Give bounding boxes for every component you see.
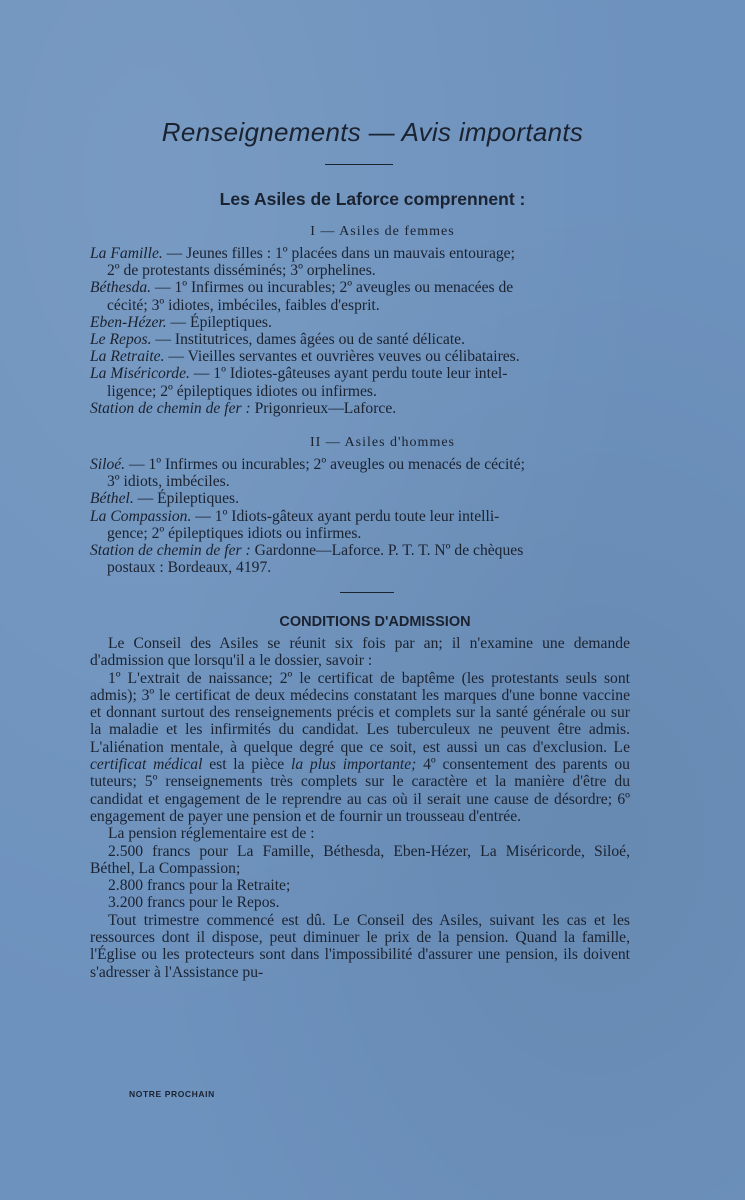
entry-line — [90, 245, 630, 262]
entry-line — [90, 331, 630, 348]
paragraph-text: 4º consentement des parents ou tuteurs; 5º renseignements très complets sur le caractère et la manière d'être du candidat et engagement de le reprendre au cas où il serait une cause de désordre; 6º engagement de payer une pension et de fournir un trousseau d'entrée. — [90, 756, 630, 825]
entry-line — [90, 508, 630, 525]
page-title: Renseignements — Avis importants — [161, 117, 584, 147]
entry-line — [90, 314, 630, 331]
conditions-paragraph — [90, 912, 630, 981]
entry-line — [90, 348, 630, 365]
paragraph-text: 3.200 francs pour le Repos. — [108, 894, 280, 912]
entry-line — [90, 473, 630, 490]
section-heading-women: I — Asiles de femmes — [310, 224, 455, 239]
entry-text: — Épileptiques. — [166, 313, 272, 331]
entry-text: — Jeunes filles : 1º placées dans un mauvais entourage; — [162, 245, 515, 262]
paragraph-text: Tout trimestre commencé est dû. Le Conseil des Asiles, suivant les cas et les ressources dont il dispose, peut diminuer le prix de la pension. Quand la famille, l'Église ou les protecteurs sont dans l'impossibilité d'assurer une pension, ils doivent s'adresser à l'Assistance pu- — [90, 911, 630, 981]
entry-text: Gardonne—Laforce. P. T. T. Nº de chèques — [250, 542, 524, 560]
entry-text: — 1º Idiots-gâteux ayant perdu toute leur intelli- — [191, 507, 500, 525]
paragraph-text: La pension réglementaire est de : — [108, 825, 315, 843]
conditions-paragraph — [90, 670, 630, 826]
entry-line — [90, 297, 630, 314]
paragraph-text: Le Conseil des Asiles se réunit six fois par an; il n'examine une demande d'admission que lorsqu'il a le dossier, savoir : — [90, 635, 630, 670]
entry-text: — 1º Infirmes ou incurables; 2º aveugles ou menacées de — [151, 279, 514, 297]
section-divider — [340, 592, 394, 593]
entry-text: — Épileptiques. — [133, 490, 239, 508]
section-women-list — [90, 245, 630, 417]
footer-mark: NOTRE PROCHAIN — [129, 1089, 215, 1099]
entry-line — [90, 559, 630, 576]
conditions-body — [90, 635, 630, 981]
entry-text: — Institutrices, dames âgées ou de santé délicate. — [151, 331, 465, 349]
section-heading-men: II — Asiles d'hommes — [309, 435, 455, 450]
entry-line — [90, 542, 630, 559]
conditions-paragraph — [90, 877, 630, 894]
entry-name: La Retraite. — [90, 348, 165, 366]
entry-name: Béthesda. — [90, 279, 152, 297]
entry-line — [90, 400, 630, 417]
conditions-paragraph — [90, 843, 630, 878]
entry-text: cécité; 3º idiotes, imbéciles, faibles d'esprit. — [107, 296, 380, 314]
paragraph-text: 1º L'extrait de naissance; 2º le certificat de baptême (les protestants seuls sont admis); 3º le certificat de deux médecins constatant les marques d'une bonne vaccine et donnant surtout des renseignements précis et complets sur la santé générale ou sur la maladie et les infirmités du candidat. Les tuberculeux ne peuvent être admis. L'aliénation mentale, à quelque degré que ce soit, est aussi un cas d'exclusion. Le — [90, 669, 630, 756]
entry-name: Siloé. — [90, 456, 126, 473]
paragraph-text: 2.800 francs pour la Retraite; — [108, 877, 291, 895]
entry-name: La Famille. — [90, 245, 163, 262]
paragraph-text: 2.500 francs pour La Famille, Béthesda, Eben-Hézer, La Miséricorde, Siloé, Béthel, La Compassion; — [90, 842, 630, 877]
conditions-paragraph — [90, 894, 630, 911]
entry-name: Station de chemin de fer : — [90, 399, 251, 417]
entry-text: — 1º Infirmes ou incurables; 2º aveugles ou menacés de cécité; — [125, 456, 525, 473]
entry-name: Eben-Hézer. — [90, 313, 167, 331]
entry-line — [90, 456, 630, 473]
conditions-paragraph — [90, 635, 630, 670]
conditions-paragraph — [90, 825, 630, 842]
entry-text: Prigonrieux—Laforce. — [250, 399, 397, 417]
entry-line — [90, 383, 630, 400]
entry-text: — 1º Idiotes-gâteuses ayant perdu toute leur intel- — [189, 365, 508, 383]
entry-name: Le Repos. — [90, 331, 152, 349]
entry-line — [90, 525, 630, 542]
emphasis-text: certificat médical — [90, 756, 203, 774]
entry-text: postaux : Bordeaux, 4197. — [107, 559, 272, 577]
entry-text: — Vieilles servantes et ouvrières veuves ou célibataires. — [164, 348, 520, 366]
entry-text: 3º idiots, imbéciles. — [107, 473, 230, 491]
subtitle: Les Asiles de Laforce comprennent : — [219, 189, 526, 209]
entry-text: gence; 2º épileptiques idiots ou infirmes. — [107, 524, 362, 542]
conditions-heading: CONDITIONS D'ADMISSION — [279, 614, 471, 630]
entry-line — [90, 262, 630, 279]
entry-name: Béthel. — [90, 490, 134, 508]
entry-name: Station de chemin de fer : — [90, 542, 251, 560]
entry-text: 2º de protestants disséminés; 3º orphelines. — [107, 262, 376, 280]
entry-line — [90, 365, 630, 382]
title-divider — [325, 164, 393, 165]
entry-name: La Compassion. — [90, 507, 192, 525]
emphasis-text: la plus importante; — [291, 756, 417, 774]
entry-line — [90, 490, 630, 507]
paragraph-text: est la pièce — [202, 756, 292, 774]
section-men-list — [90, 456, 630, 576]
entry-name: La Miséricorde. — [90, 365, 190, 383]
entry-text: ligence; 2º épileptiques idiotes ou infirmes. — [107, 382, 377, 400]
entry-line — [90, 279, 630, 296]
